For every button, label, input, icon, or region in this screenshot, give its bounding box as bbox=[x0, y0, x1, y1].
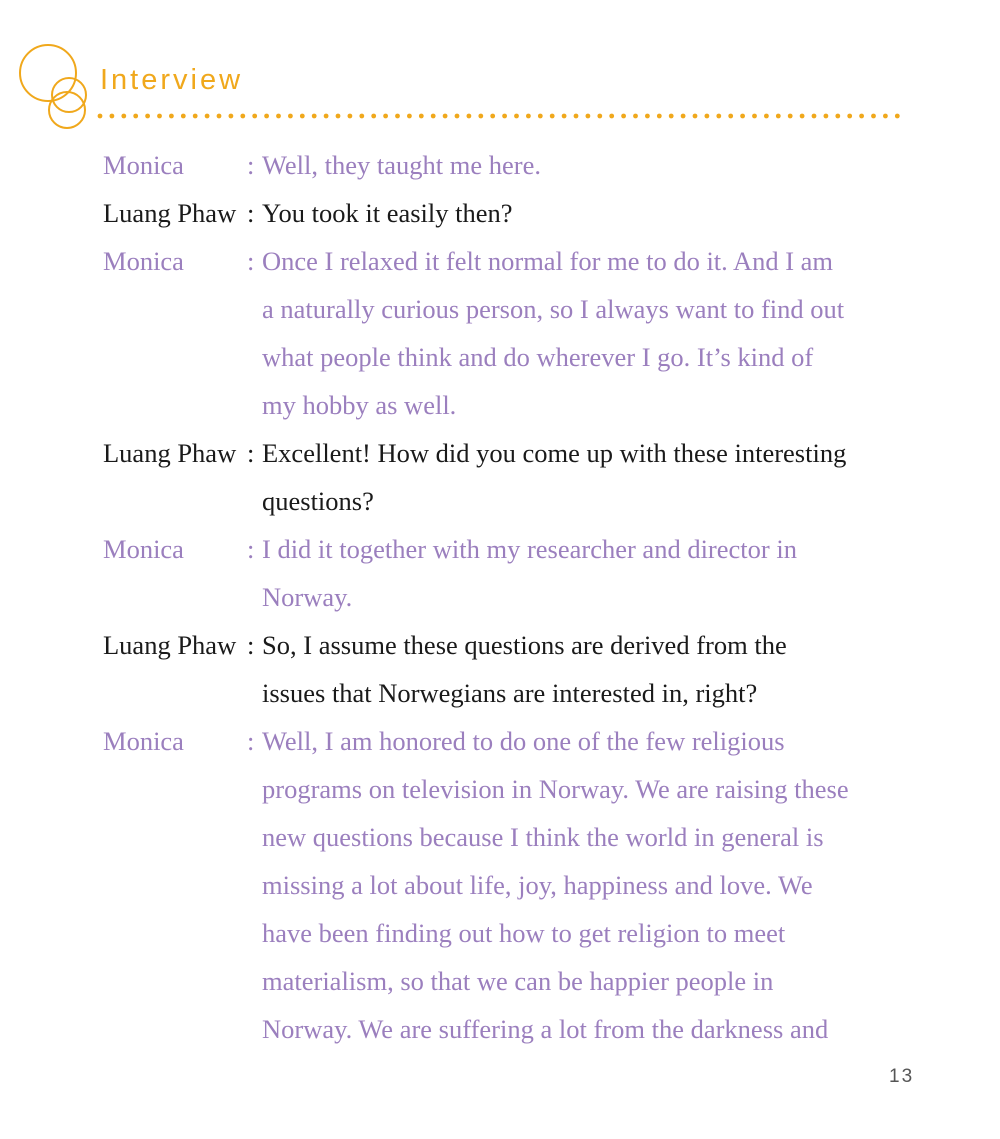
speaker-name: Luang Phaw bbox=[103, 438, 237, 468]
speech-line: Excellent! How did you come up with these interesting bbox=[262, 438, 847, 468]
speech-line: materialism, so that we can be happier people in bbox=[262, 966, 774, 996]
speech-line: Well, I am honored to do one of the few religious bbox=[262, 726, 785, 756]
speech-line: a naturally curious person, so I always want to find out bbox=[262, 294, 845, 324]
speaker-colon: : bbox=[247, 630, 255, 660]
interlocking-circles-logo-icon bbox=[12, 40, 112, 136]
dialogue-turn bbox=[103, 717, 903, 1053]
speech-line: programs on television in Norway. We are raising these bbox=[262, 774, 849, 804]
speaker-label bbox=[103, 189, 262, 237]
section-title: Interview bbox=[100, 64, 244, 96]
dotted-divider bbox=[96, 111, 906, 121]
speech-text bbox=[262, 141, 903, 189]
speaker-name: Luang Phaw bbox=[103, 630, 237, 660]
speech-line: So, I assume these questions are derived from the bbox=[262, 630, 787, 660]
speaker-label bbox=[103, 429, 262, 477]
speaker-label bbox=[103, 141, 262, 189]
page-number: 13 bbox=[889, 1066, 915, 1087]
dialogue-turn bbox=[103, 237, 903, 429]
speech-text bbox=[262, 621, 903, 717]
speech-line: Once I relaxed it felt normal for me to do it. And I am bbox=[262, 246, 834, 276]
speaker-name: Monica bbox=[103, 534, 184, 564]
speaker-label bbox=[103, 525, 262, 573]
speech-text bbox=[262, 429, 903, 525]
dialogue-turn bbox=[103, 429, 903, 525]
speaker-colon: : bbox=[247, 726, 255, 756]
speaker-name: Monica bbox=[103, 150, 184, 180]
interview-transcript bbox=[103, 141, 903, 1053]
dialogue-turn bbox=[103, 621, 903, 717]
speaker-colon: : bbox=[247, 438, 255, 468]
speaker-name: Luang Phaw bbox=[103, 198, 237, 228]
speech-line: new questions because I think the world in general is bbox=[262, 822, 824, 852]
speech-text bbox=[262, 237, 903, 429]
speaker-label bbox=[103, 717, 262, 765]
dialogue-turn bbox=[103, 141, 903, 189]
speaker-colon: : bbox=[247, 198, 255, 228]
speech-line: issues that Norwegians are interested in, right? bbox=[262, 678, 758, 708]
speaker-label bbox=[103, 237, 262, 285]
speech-line: I did it together with my researcher and director in bbox=[262, 534, 797, 564]
speaker-name: Monica bbox=[103, 726, 184, 756]
speech-line: my hobby as well. bbox=[262, 390, 457, 420]
speech-line: missing a lot about life, joy, happiness and love. We bbox=[262, 870, 813, 900]
dialogue-turn bbox=[103, 189, 903, 237]
speech-line: what people think and do wherever I go. It’s kind of bbox=[262, 342, 814, 372]
dialogue-turn bbox=[103, 525, 903, 621]
speech-line: Norway. bbox=[262, 582, 353, 612]
speech-line: have been finding out how to get religion to meet bbox=[262, 918, 786, 948]
speech-line: Norway. We are suffering a lot from the darkness and bbox=[262, 1014, 829, 1044]
speech-line: questions? bbox=[262, 486, 374, 516]
speaker-label bbox=[103, 621, 262, 669]
speech-text bbox=[262, 717, 903, 1053]
speech-line: You took it easily then? bbox=[262, 198, 513, 228]
speech-text bbox=[262, 525, 903, 621]
speaker-colon: : bbox=[247, 246, 255, 276]
speaker-colon: : bbox=[247, 150, 255, 180]
speech-text bbox=[262, 189, 903, 237]
speaker-colon: : bbox=[247, 534, 255, 564]
speaker-name: Monica bbox=[103, 246, 184, 276]
speech-line: Well, they taught me here. bbox=[262, 150, 541, 180]
